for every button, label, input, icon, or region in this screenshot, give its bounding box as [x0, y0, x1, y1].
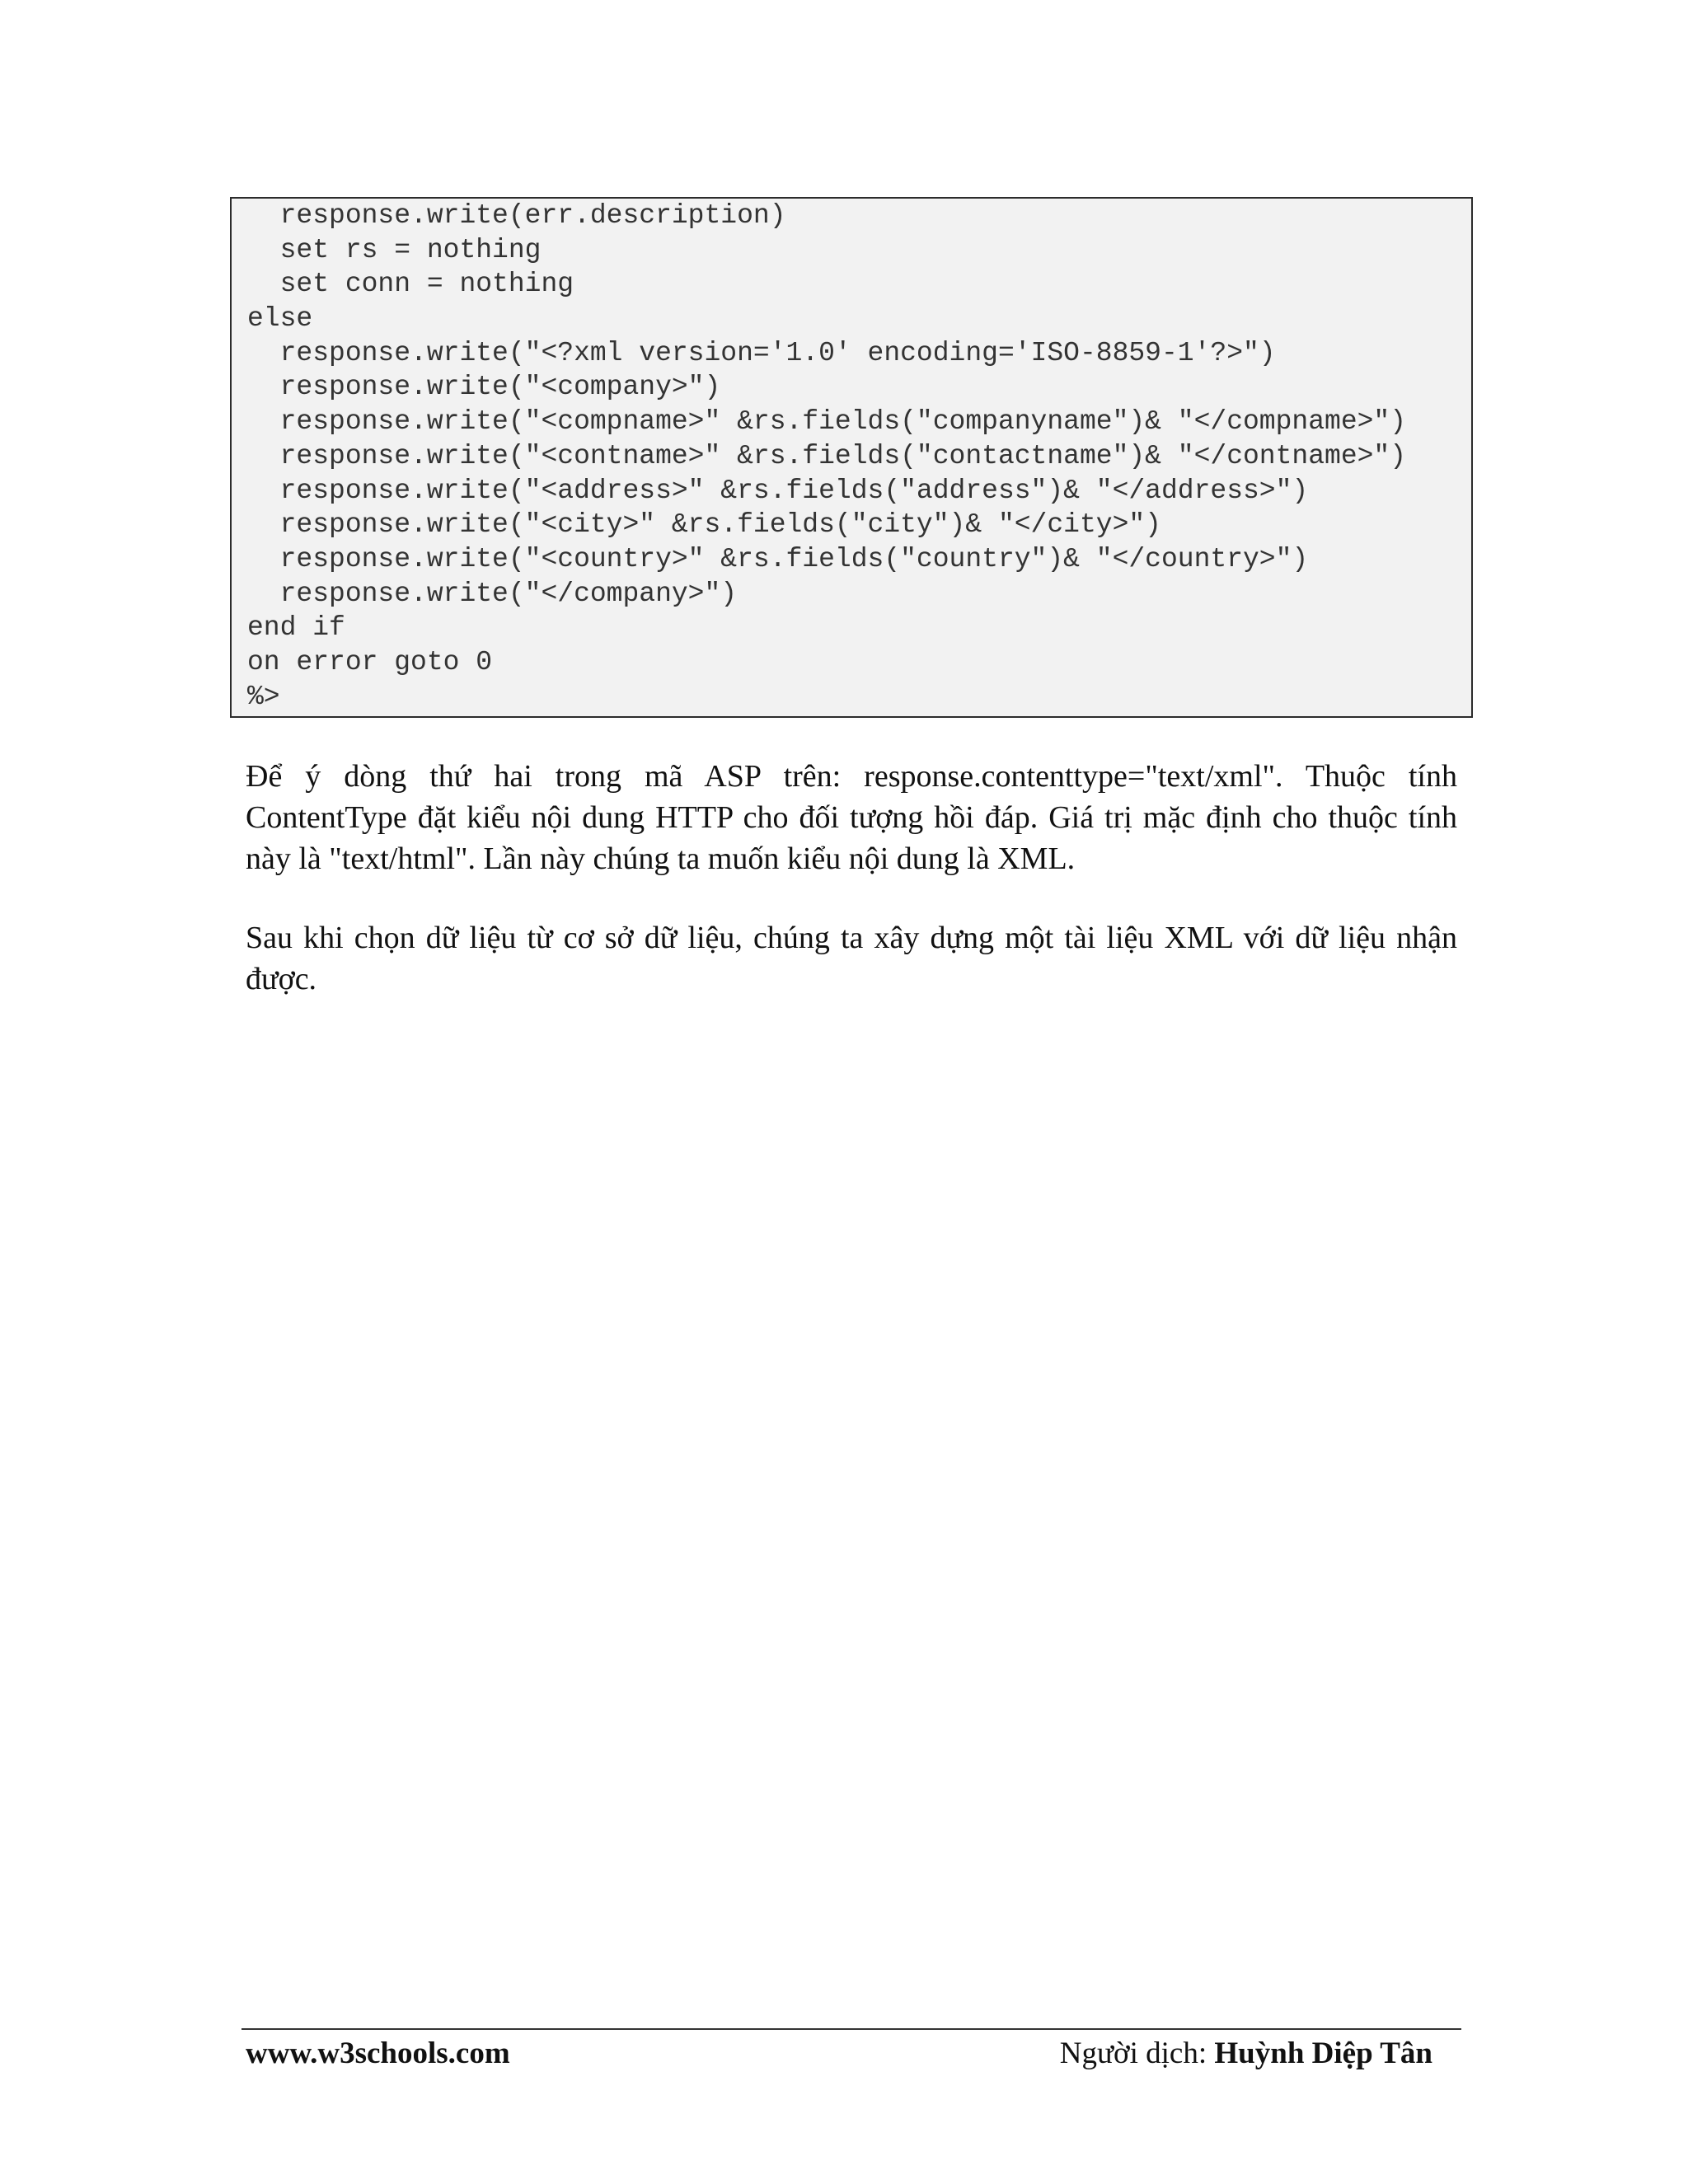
translator-label: Người dịch: — [1059, 2036, 1215, 2070]
code-line: response.write("<company>") — [247, 372, 721, 403]
code-line: on error goto 0 — [247, 646, 493, 677]
code-line: %> — [247, 681, 280, 712]
footer-website: www.w3schools.com — [246, 2036, 510, 2070]
code-line: response.write("<city>" &rs.fields("city")& "</city>") — [247, 509, 1161, 541]
code-line: end if — [247, 612, 345, 644]
code-line: set rs = nothing — [247, 234, 542, 265]
code-block — [230, 197, 1473, 718]
code-line: response.write("<country>" &rs.fields("country")& "</country>") — [247, 543, 1309, 574]
code-line: response.write(err.description) — [247, 200, 786, 231]
footer-divider — [241, 2028, 1461, 2030]
body-paragraph-content-type: Để ý dòng thứ hai trong mã ASP trên: response.contenttype="text/xml". Thuộc tính ContentType đặt kiểu nội dung HTTP cho đối tượng hồi đáp. Giá trị mặc định cho thuộc tính này là "text/html". Lần này chúng ta muốn kiểu nội dung là XML. — [246, 759, 1457, 876]
code-line: response.write("</company>") — [247, 578, 738, 609]
code-line: response.write("<?xml version='1.0' encoding='ISO-8859-1'?>") — [247, 337, 1276, 368]
code-line: response.write("<address>" &rs.fields("address")& "</address>") — [247, 475, 1309, 506]
translator-name: Huỳnh Diệp Tân — [1214, 2036, 1432, 2070]
code-line: set conn = nothing — [247, 269, 574, 300]
code-line: response.write("<contname>" &rs.fields("contactname")& "</contname>") — [247, 440, 1407, 471]
footer-translator — [1060, 2034, 1432, 2074]
body-paragraph-xml-document: Sau khi chọn dữ liệu từ cơ sở dữ liệu, chúng ta xây dựng một tài liệu XML với dữ liệu nhận được. — [246, 921, 1457, 996]
code-line: response.write("<compname>" &rs.fields("companyname")& "</compname>") — [247, 406, 1407, 438]
code-line: else — [247, 303, 313, 335]
